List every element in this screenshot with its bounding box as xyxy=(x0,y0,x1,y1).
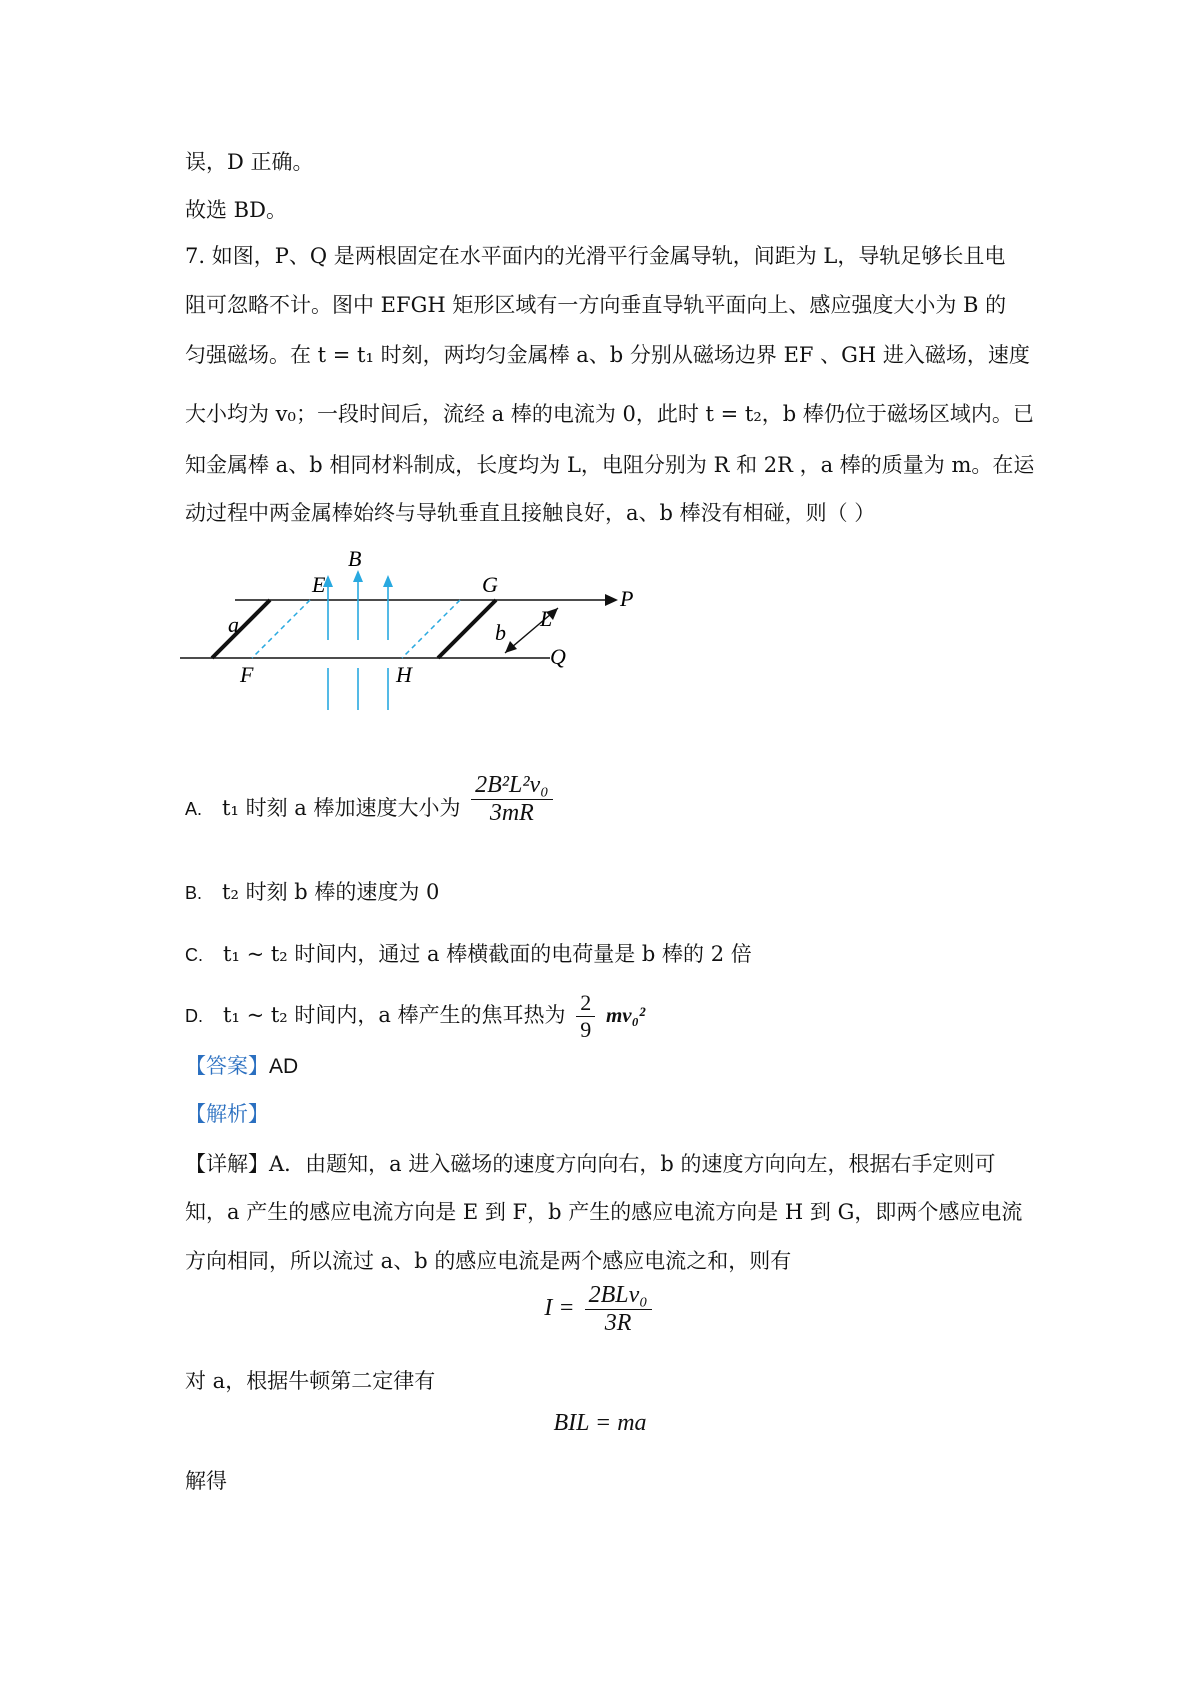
bar-a xyxy=(212,600,270,658)
answer-value: AD xyxy=(269,1055,299,1078)
label-l: L xyxy=(540,606,553,631)
detail-line: 【详解】A．由题知，a 进入磁场的速度方向向右，b 的速度方向向左，根据右手定则可 xyxy=(185,1152,996,1176)
equation-newton: BIL = ma xyxy=(553,1410,647,1436)
bar-b xyxy=(438,600,496,658)
option-b: B. t₂ 时刻 b 棒的速度为 0 xyxy=(185,880,440,904)
answer-row xyxy=(185,1050,298,1080)
label-a: a xyxy=(228,612,239,637)
detail-line: 知，a 产生的感应电流方向是 E 到 F，b 产生的感应电流方向是 H 到 G，即两个感应电流 xyxy=(185,1200,1023,1224)
analysis-label: 【解析】 xyxy=(185,1102,269,1126)
text-line: 故选 BD。 xyxy=(185,198,287,222)
text-line: 误，D 正确。 xyxy=(185,150,314,174)
option-d: D. t₁ ~ t₂ 时间内，a 棒产生的焦耳热为 $\frac{2}{9}$ mv₀² xyxy=(185,990,646,1042)
detail-line: 方向相同，所以流过 a、b 的感应电流是两个感应电流之和，则有 xyxy=(185,1249,792,1273)
rail-diagram xyxy=(180,540,640,715)
option-c: C. t₁ ~ t₂ 时间内，通过 a 棒横截面的电荷量是 b 棒的 2 倍 xyxy=(185,942,752,966)
question-line: 匀强磁场。在 t = t₁ 时刻，两均匀金属棒 a、b 分别从磁场边界 EF 、GH 进入磁场，速度 xyxy=(185,343,1030,367)
label-g: G xyxy=(482,572,498,597)
question-line: 知金属棒 a、b 相同材料制成，长度均为 L，电阻分别为 R 和 2R ，a 棒的质量为 m。在运 xyxy=(185,453,1035,477)
equation-current: I = $\frac{\text{2BLv₀}}{3R}$ xyxy=(0,1282,1200,1337)
answer-label: 【答案】 xyxy=(185,1054,269,1078)
question-line: 阻可忽略不计。图中 EFGH 矩形区域有一方向垂直导轨平面向上、感应强度大小为 B 的 xyxy=(185,293,1007,317)
question-line: 大小均为 v₀；一段时间后，流经 a 棒的电流为 0，此时 t = t₂，b 棒仍位于磁场区域内。已 xyxy=(185,402,1034,426)
label-f: F xyxy=(240,662,254,687)
rail-arrow xyxy=(605,594,618,606)
label-e: E xyxy=(312,572,326,597)
label-q: Q xyxy=(550,644,566,669)
question-line: 动过程中两金属棒始终与导轨垂直且接触良好，a、b 棒没有相碰，则（ ） xyxy=(185,501,876,525)
label-p: P xyxy=(620,586,634,611)
question-line: 7. 如图，P、Q 是两根固定在水平面内的光滑平行金属导轨，间距为 L，导轨足够长且电 xyxy=(185,244,1006,268)
detail-line: 对 a，根据牛顿第二定律有 xyxy=(185,1369,436,1393)
detail-line: 解得 xyxy=(185,1469,227,1493)
boundary-gh xyxy=(402,600,460,658)
label-h: H xyxy=(396,662,412,687)
label-b-bar: b xyxy=(495,620,506,645)
option-a: A. t₁ 时刻 a 棒加速度大小为 $\frac{\text{2B²L²v₀}}{3mR}$ xyxy=(185,782,557,837)
label-b: B xyxy=(348,546,362,571)
